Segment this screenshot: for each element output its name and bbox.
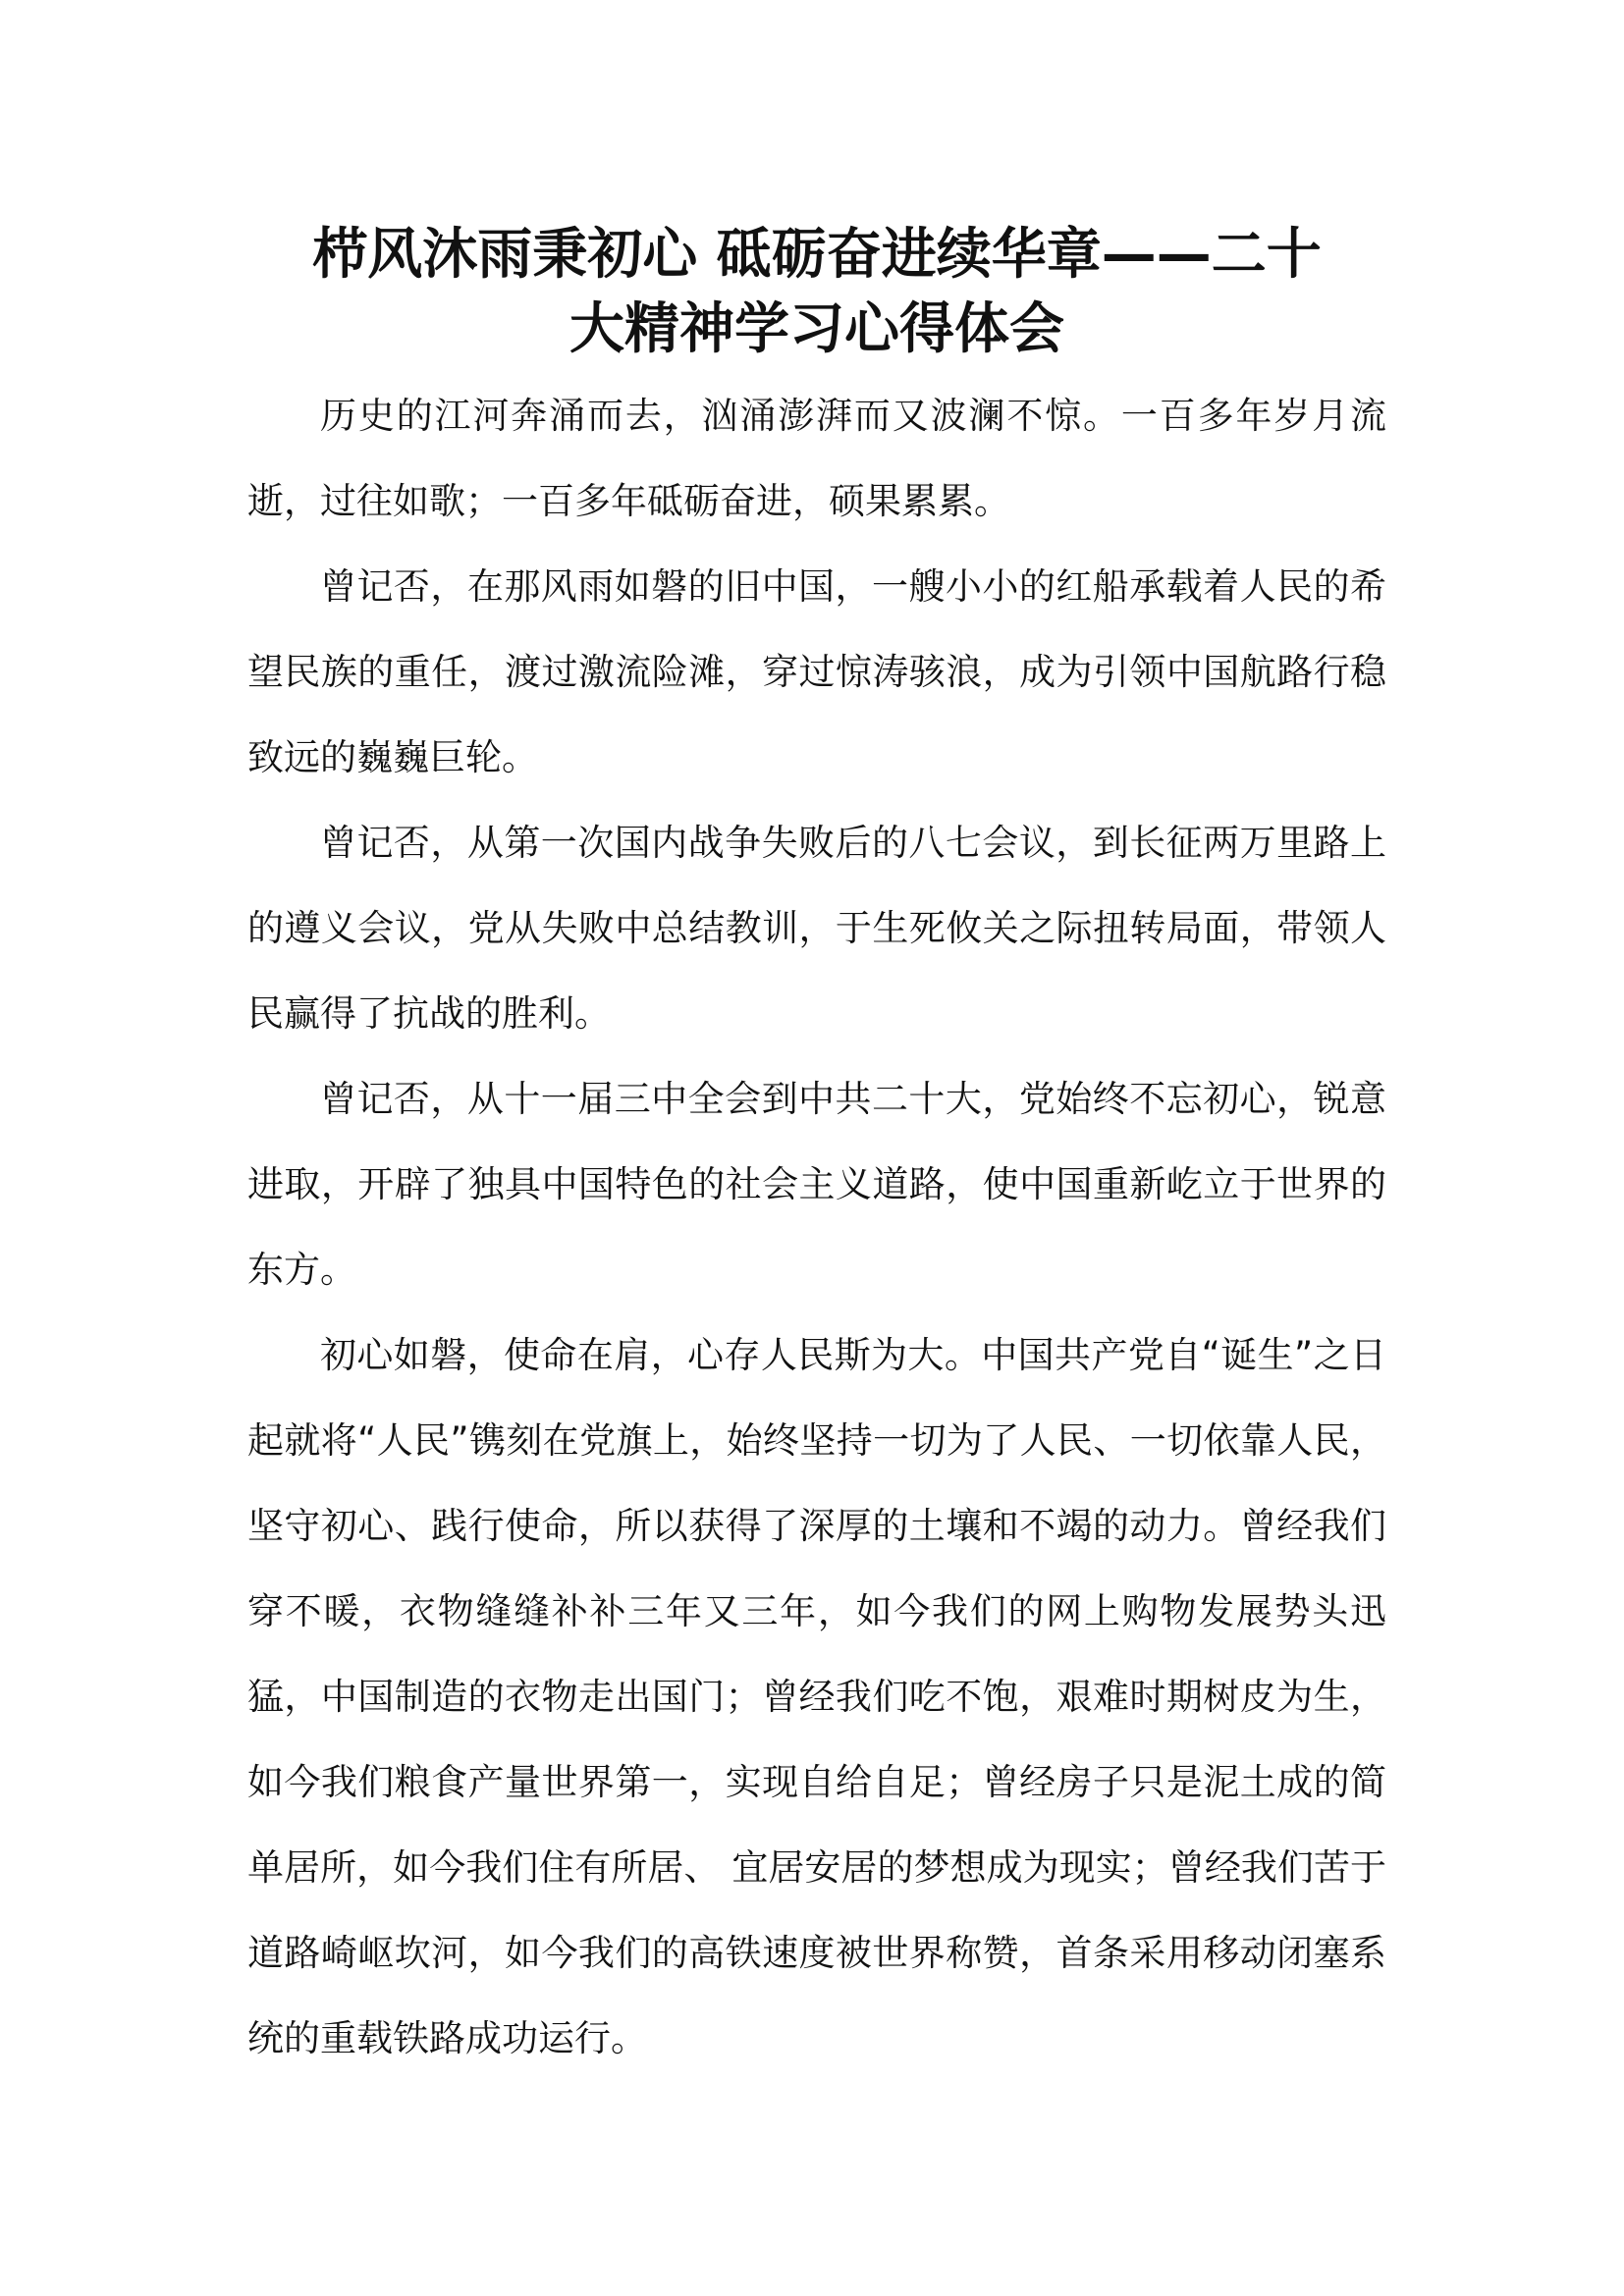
paragraph-4: 曾记否，从十一届三中全会到中共二十大，党始终不忘初心，锐意进取，开辟了独具中国特色的社会主义道路，使中国重新屹立于世界的东方。 — [247, 1078, 1386, 1291]
document-body — [247, 373, 1386, 2081]
document-page — [247, 218, 1386, 2081]
paragraph-1: 历史的江河奔涌而去，汹涌澎湃而又波澜不惊。一百多年岁月流逝，过往如歌；一百多年砥砺奋进，硕果累累。 — [247, 395, 1386, 522]
paragraph-3: 曾记否，从第一次国内战争失败后的八七会议，到长征两万里路上的遵义会议，党从失败中总结教训，于生死攸关之际扭转局面，带领人民赢得了抗战的胜利。 — [247, 822, 1386, 1035]
paragraph-2: 曾记否，在那风雨如磐的旧中国，一艘小小的红船承载着人民的希望民族的重任，渡过激流险滩，穿过惊涛骇浪，成为引领中国航路行稳致远的巍巍巨轮。 — [247, 565, 1386, 778]
title-line-2: 大精神学习心得体会 — [569, 297, 1064, 361]
title-line-1: 栉风沐雨秉初心 砥砺奋进续华章——二十 — [312, 223, 1322, 287]
paragraph-5: 初心如磐，使命在肩，心存人民斯为大。中国共产党自“诞生”之日起就将“人民”镌刻在党旗上，始终坚持一切为了人民、一切依靠人民，坚守初心、践行使命，所以获得了深厚的土壤和不竭的动力。曾经我们穿不暖，衣物缝缝补补三年又三年，如今我们的网上购物发展势头迅猛，中国制造的衣物走出国门；曾经我们吃不饱，艰难时期树皮为生，如今我们粮食产量世界第一，实现自给自足；曾经房子只是泥土成的简单居所，如今我们住有所居、 宜居安居的梦想成为现实；曾经我们苦于道路崎岖坎河，如今我们的高铁速度被世界称赞，首条采用移动闭塞系统的重载铁路成功运行。 — [247, 1334, 1386, 2059]
document-title — [247, 218, 1386, 367]
